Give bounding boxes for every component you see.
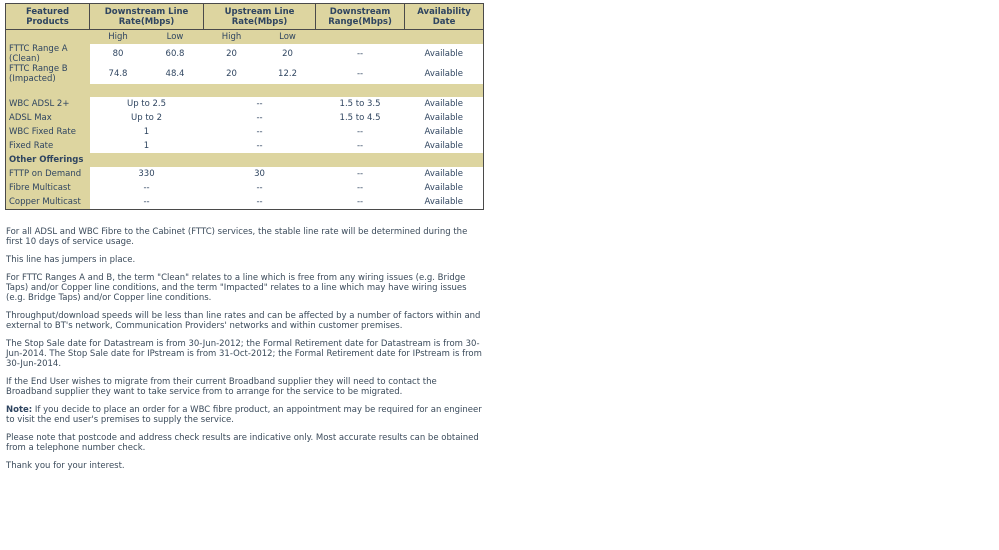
availability-table: [5, 3, 484, 210]
downstream-rate: 330: [90, 167, 204, 181]
note-appointment-text: If you decide to place an order for a WBC fibre product, an appointment may be required for an engineer to visit the end user's premises to supply the service.: [6, 405, 482, 425]
downstream-range: --: [316, 167, 405, 181]
availability-status: Available: [405, 125, 484, 139]
upstream-rate: 30: [204, 167, 316, 181]
product-name: Fibre Multicast: [6, 181, 90, 195]
downstream-rate: --: [90, 195, 204, 210]
sub-header-ds-high: High: [90, 30, 147, 45]
downstream-rate: Up to 2.5: [90, 97, 204, 111]
sub-header-row: [6, 30, 484, 45]
downstream-rate: 1: [90, 139, 204, 153]
availability-status: Available: [405, 44, 484, 64]
availability-status: Available: [405, 167, 484, 181]
header-featured-products: Featured Products: [6, 4, 90, 30]
header-downstream-rate: Downstream Line Rate(Mbps): [90, 4, 204, 30]
other-offerings-label: Other Offerings: [6, 153, 484, 167]
upstream-rate: --: [204, 181, 316, 195]
note-appointment: [6, 405, 484, 425]
table-row: [6, 44, 484, 64]
table-row: [6, 111, 484, 125]
product-name: FTTP on Demand: [6, 167, 90, 181]
downstream-low: 48.4: [147, 64, 204, 84]
downstream-rate: --: [90, 181, 204, 195]
note-jumpers: This line has jumpers in place.: [6, 255, 136, 265]
header-availability-date: Availability Date: [405, 4, 484, 30]
downstream-high: 74.8: [90, 64, 147, 84]
table-row: [6, 195, 484, 210]
upstream-low: 12.2: [260, 64, 316, 84]
downstream-range: --: [316, 44, 405, 64]
table-row: [6, 64, 484, 84]
note-label: Note:: [6, 405, 33, 415]
note-throughput: Throughput/download speeds will be less than line rates and can be affected by a number of factors within and external to BT's network, Communication Providers' networks and within customer premises.: [6, 311, 481, 331]
downstream-rate: 1: [90, 125, 204, 139]
notes-section: [6, 227, 484, 479]
downstream-high: 80: [90, 44, 147, 64]
product-name: ADSL Max: [6, 111, 90, 125]
upstream-rate: --: [204, 125, 316, 139]
product-name: WBC Fixed Rate: [6, 125, 90, 139]
downstream-range: --: [316, 64, 405, 84]
upstream-high: 20: [204, 44, 260, 64]
section-header-row: [6, 153, 484, 167]
availability-status: Available: [405, 111, 484, 125]
sub-header-ds-low: Low: [147, 30, 204, 45]
header-downstream-range: Downstream Range(Mbps): [316, 4, 405, 30]
table-row: [6, 139, 484, 153]
product-name: WBC ADSL 2+: [6, 97, 90, 111]
header-upstream-rate: Upstream Line Rate(Mbps): [204, 4, 316, 30]
upstream-rate: --: [204, 139, 316, 153]
product-name: FTTC Range A (Clean): [6, 44, 90, 64]
product-name: FTTC Range B (Impacted): [6, 64, 90, 84]
table-row: [6, 97, 484, 111]
availability-status: Available: [405, 195, 484, 210]
upstream-rate: --: [204, 195, 316, 210]
downstream-range: --: [316, 195, 405, 210]
note-stable-line-rate: For all ADSL and WBC Fibre to the Cabinet (FTTC) services, the stable line rate will be determined during the first 10 days of service usage.: [6, 227, 468, 247]
upstream-rate: --: [204, 97, 316, 111]
availability-status: Available: [405, 139, 484, 153]
note-postcode-check: Please note that postcode and address check results are indicative only. Most accurate results can be obtained from a telephone number check.: [6, 433, 479, 453]
downstream-range: --: [316, 181, 405, 195]
sub-header-us-low: Low: [260, 30, 316, 45]
note-migration: If the End User wishes to migrate from their current Broadband supplier they will need to contact the Broadband supplier they want to take service from to arrange for the service to be migrated.: [6, 377, 437, 397]
table-separator-row: [6, 84, 484, 97]
availability-status: Available: [405, 181, 484, 195]
table-row: [6, 125, 484, 139]
table-row: [6, 167, 484, 181]
downstream-low: 60.8: [147, 44, 204, 64]
upstream-low: 20: [260, 44, 316, 64]
note-thank-you: Thank you for your interest.: [6, 461, 125, 471]
availability-status: Available: [405, 97, 484, 111]
product-name: Fixed Rate: [6, 139, 90, 153]
downstream-range: 1.5 to 4.5: [316, 111, 405, 125]
availability-status: Available: [405, 64, 484, 84]
downstream-range: --: [316, 139, 405, 153]
downstream-rate: Up to 2: [90, 111, 204, 125]
upstream-rate: --: [204, 111, 316, 125]
upstream-high: 20: [204, 64, 260, 84]
product-name: Copper Multicast: [6, 195, 90, 210]
note-stop-sale: The Stop Sale date for Datastream is from 30-Jun-2012; the Formal Retirement date for Datastream is from 30-Jun-2014. The Stop Sale date for IPstream is from 31-Oct-2012; the Formal Retirement date for IPstream is from 30-Jun-2014.: [6, 339, 482, 369]
downstream-range: --: [316, 125, 405, 139]
table-row: [6, 181, 484, 195]
downstream-range: 1.5 to 3.5: [316, 97, 405, 111]
note-clean-impacted: For FTTC Ranges A and B, the term "Clean" relates to a line which is free from any wiring issues (e.g. Bridge Taps) and/or Copper line conditions, and the term "Impacted" relates to a line which may have wiring issues (e.g. Bridge Taps) and/or Copper line conditions.: [6, 273, 467, 303]
sub-header-us-high: High: [204, 30, 260, 45]
